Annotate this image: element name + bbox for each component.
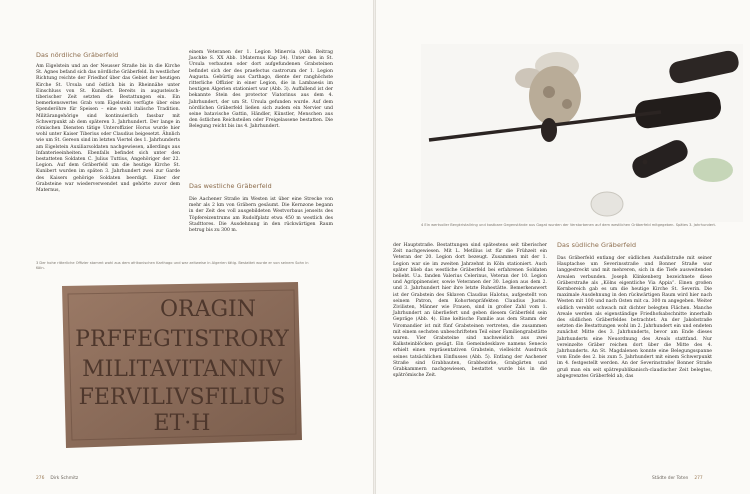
folio-left xyxy=(36,476,78,481)
paragraph: Am Eigelstein und an der Neusser Straße bis in die Kirche St. Agnes befand sich das nördliche Gräberfeld. In westlicher Richtung reichte der Friedhof über das Gebiet der heutigen Kirche St. Ursula und östlich bis in Rheinnähe unter Einschluss von St. Kunibert. Bereits in augusteisch-tiberischer Zeit setzten die Bestattungen ein. Ein bemerkenswertes Grab vom Eigelstein verfügte über eine Spenderöhre für Speisen – eine wohl italische Tradition. Militärangehörige sind kontinuierlich fassbar mit Schwerpunkt ab dem späteren 3. Jahrhundert. Der lange in römischen Diensten tätige Unteroffizier Horus wurde hier wohl unter Kaiser Tiberius oder Claudius beigesetzt. Ähnlich wie um St. Gereon sind im letzten Viertel des 1. Jahrhunderts am Eigelstein Auxiliarsoldaten nachgewiesen, allerdings aus Infanterieeinheiten. Ebenfalls befindet sich unter den bestatteten Soldaten C. Julius Tuttius, Angehöriger der 22. Legion. Auf dem Gräberfeld um die heutige Kirche St. Kunibert wurden im späten 3. Jahrhundert zwei zur Garde des Kaisers gehörige Soldaten beerdigt. Einer der Grabsteine war wiederverwendet und gehörte zuvor dem Maternus, xyxy=(36,64,180,194)
distaff-knob xyxy=(541,118,557,142)
inscription-line-2: PRFFEGTISTRORY xyxy=(75,327,289,352)
running-author: Dirk Schmitz xyxy=(50,476,79,481)
rock-crystal-ring xyxy=(591,192,623,216)
inscription-line-5: ET·H xyxy=(153,411,211,436)
ball-hole xyxy=(562,99,572,109)
page-number: 276 xyxy=(36,476,45,481)
text-column-left-1 xyxy=(36,64,180,194)
section-heading-west: Das westliche Gräberfeld xyxy=(189,182,272,190)
grave-goods-illustration xyxy=(421,44,743,222)
paragraph: einem Veteranen der 1. Legion Minervia (Abb. Beitrag Jaschke S. XX Abb. 1Maternus Kap 34). Unter den in St. Ursula verbauten oder dort aufgefundenen Grabsteinen befindet sich der des praefectus castrorum der 1. Legion Augusta. Gebürtig aus Carthago, diente der ranghöchste ritterliche Offizier in einer Legion, die in Lambaesis im heutigen Algerien stationiert war (Abb. 3). Auffallend ist der bekannte Stein des protector Viatorinus aus dem 4. Jahrhundert, der um St. Ursula gefunden wurde. Auf dem nördlichen Gräberfeld ließen sich zudem ein Nervier und seine batavische Gattin, Händler, Künstler, Menschen aus den östlichen Reichsteilen oder Freigelassene bestatten. Die Belegung reicht bis ins 4. Jahrhundert. xyxy=(189,50,333,130)
green-glass-disc xyxy=(693,158,733,182)
small-bead xyxy=(643,160,648,165)
text-column-left-2 xyxy=(189,50,333,131)
jet-handle xyxy=(633,90,722,130)
figure-caption-4: 4 Ein wertvoller Bergkristallring und kostbare Gegenstände aus Gagat wurden der Verstorbenen auf dem westlichen Gräberfeld mitgegeben. Spätes 3. Jahrhundert. xyxy=(421,223,716,227)
text-column-left-2b xyxy=(189,197,333,234)
inscription-line-3: MILITAVITANNIV xyxy=(82,357,282,382)
paragraph: Das Gräberfeld entlang der südlichen Ausfallstraße mit seiner Hauptachse um Severinsstraße und Bonner Straße war langgestreckt und mit mehreren, sich in die Tiefe ausweitenden Arealen verbunden. Joseph Klinkenberg bezeichnete diese Gräberstraße als „Kölns eigentliche Via Appia“. Einen großen Kernbereich gab es um die heutige Kirche St. Severin. Die maximale Ausdehnung in den rückwärtigen Raum wird hier nach Westen mit 100 und nach Osten mit ca. 300 m angegeben. Weiter südlich verebbt schwach mit dichter belegten Flächen. Manche Areale werden als eigenständige Friedhofsabschnitte innerhalb des südlichen Gräberfeldes betrachtet. An der Jakobstraße setzten die Bestattungen wohl im 2. Jahrhundert ein und endeten zunächst Mitte des 3. Jahrhunderts, bevor am Ende dieses Jahrhunderts eine Neuordnung des Areals stattfand. Nur vereinzelte Gräber reichen dort über die Mitte des 4. Jahrhunderts. An St. Magdalenen konnte eine Belegungsspanne vom Ende des 2. bis zum 5. Jahrhundert mit einem Schwerpunkt im 4. festgestellt werden. An der Severinstraße/ Bonner Straße gruß man ein seit spätrepublikanisch-claudischer Zeit belegtes, abgegrenztes Gräberfeld ab, das xyxy=(557,256,712,379)
tombstone-inscription-photo xyxy=(58,280,304,450)
text-column-right-2 xyxy=(557,256,712,380)
section-heading-south: Das südliche Gräberfeld xyxy=(557,241,637,249)
carved-openwork-ball xyxy=(529,66,581,126)
jet-cylinder xyxy=(629,137,691,181)
left-page xyxy=(0,0,374,494)
ball-hole xyxy=(543,86,555,98)
figure-caption-3: 3 Der hohe ritterliche Offizier stammt wohl aus dem afrikanischen Karthago und war zeitweise in Algerien tätig. Bestattet wurde er von seinem Sohn in Köln. xyxy=(36,261,309,270)
page-number: 277 xyxy=(694,476,703,481)
jet-rod-top xyxy=(667,49,740,85)
paragraph: der Hauptstraße. Bestattungen sind spätestens seit tiberischer Zeit nachgewiesen. Mit L. Metilius ist für die Frühzeit ein Veteran der 20. Legion dort bezeugt. Zusammen mit der 1. Legion war sie im zweiten Jahrzehnt in Köln stationiert. Auch später blieb das westliche Gräberfeld bei erfahrenen Soldaten beliebt. U.a. fanden Valerius Celerinus, Veteran der 10. Legion und Agrippinensier, sowie Veteranen der 30. Legion aus dem 2. und 3. Jahrhundert hier ihre letzte Ruhestätte. Bemerkenswert ist der Grabstein des Sklaven Claudius Halotus, aufgestellt von seinem Patron, dem Kohortenpräfekten Claudius Justus. Zivilisten, Männer wie Frauen, sind in großer Zahl vom 1. Jahrhundert an überliefert und geben diesem Gräberfeld sein Gepräge (Abb. 4). Eine keltische Familie aus dem Stamm der Viromandier ist mit fünf Grabsteinen vertreten, die zusammen mit einem sechsten unbeschrifteten Teil einer Familiengrabstätte waren. Vier Grabsteine sind nachweislich aus zwei Kalksteinblöcken gesägt. Ein Gemeindesklave namens Senecio erhielt einen repräsentativen Grabstein, vielleicht Ausdruck seines tatsächlichen Einflusses (Abb. 5). Entlang der Aachener Straße sind Grabbauten, Grabbezirke, Grabgärten und Grabkammern nachgewiesen, bestattet wurde bis in die spätrömische Zeit. xyxy=(393,243,547,379)
running-title: Städte der Toten xyxy=(652,476,689,481)
text-column-right-1 xyxy=(393,243,547,379)
inscription-line-1: ORAGIN xyxy=(159,297,257,322)
paragraph: Die Aachener Straße im Westen ist über eine Strecke von mehr als 2 km von Gräbern gesäumt. Die Kernzone begann in der Zeit des voll ausgebildeten Westvorbaus jenseits des Töpfereizentrums am Rudolfplatz etwa 450 m westlich des Stadttores. Die Ausdehnung in den rückwärtigen Raum betrug bis zu 300 m. xyxy=(189,197,333,234)
grave-goods-photo xyxy=(421,44,743,222)
section-heading-north: Das nördliche Gräberfeld xyxy=(36,51,119,59)
folio-right xyxy=(652,476,703,481)
inscription-line-4: FERVILIVSFILIUS xyxy=(78,385,286,410)
